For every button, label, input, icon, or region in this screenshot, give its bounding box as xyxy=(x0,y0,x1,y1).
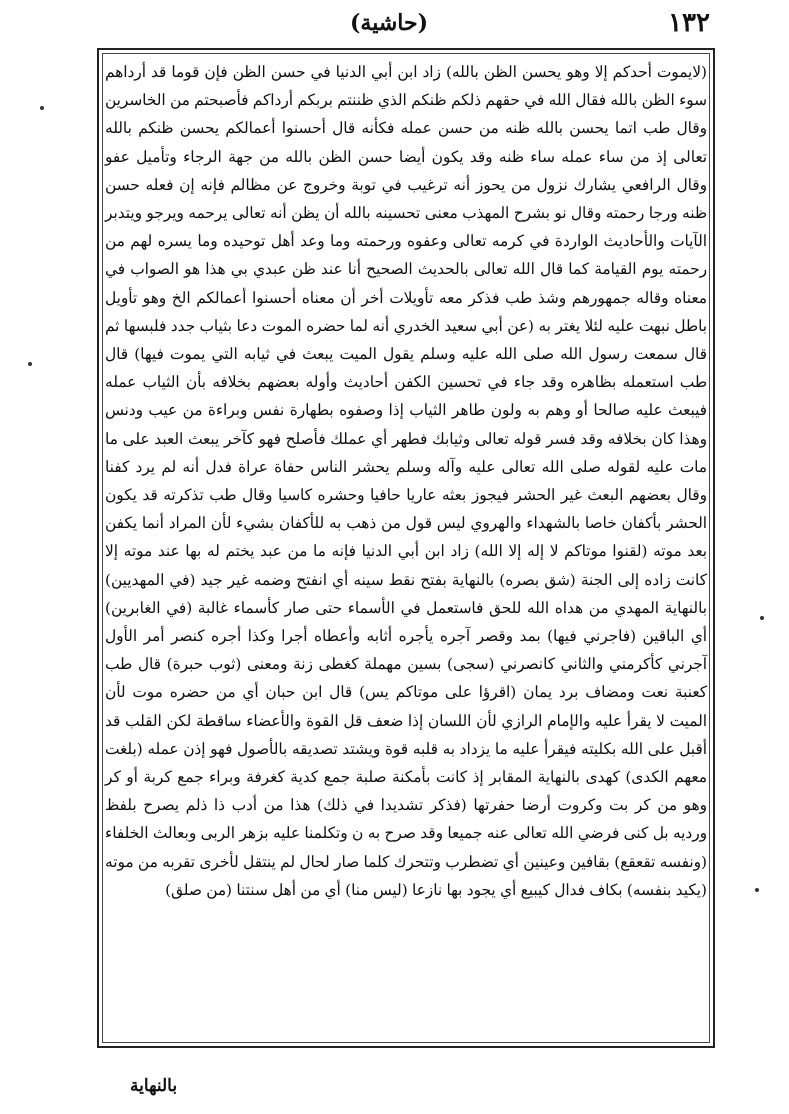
catchword: بالنهاية xyxy=(130,1076,178,1096)
running-head: (حاشية) xyxy=(350,10,428,36)
margin-dot xyxy=(760,616,764,620)
body-text: (لايموت أحدكم إلا وهو يحسن الظن بالله) زاد ابن أبي الدنيا في حسن الظن فإن قوما قد أرداهم سوء الظن بالله فقال الله في حقهم ذلكم ظنكم الذي ظننتم بربكم أرداكم فأصبحتم من الخاسرين وقال طب اتما يحسن بالله ظنه من حسن عمله فكأنه قال أحسنوا أعمالكم يحسن ظنكم بالله تعالى إذ من ساء عمله ساء ظنه وقد يكون أيضا حسن الظن بالله من جهة الرجاء وتأميل عفو وقال الرافعي يشارك نزول من يحوز أنه ترغيب في توبة وخروج عن مظالم فإنه إن فعله حسن ظنه ورجا رحمته وقال نو بشرح المهذب معنى تحسينه بالله أن يظن أنه تعالى يرحمه ويرجو ويتدبر الآيات والأحاديث الواردة في كرمه تعالى وعفوه ورحمته وما وعد أهل توحيده وما يسره لهم من رحمته يوم القيامة كما قال الله تعالى بالحديث الصحيح أنا عند ظن عبدي بي هذا هو الصواب في معناه وقاله جمهورهم وشذ طب فذكر معه تأويلات أخر أن معناه أحسنوا أعمالكم الخ وهو تأويل باطل نبهت عليه لئلا يغتر به (عن أبي سعيد الخدري أنه لما حضره الموت دعا بثياب جدد فلبسها ثم قال سمعت رسول الله صلى الله عليه وسلم يقول الميت يبعث في ثيابه التي يموت فيها) قال طب استعمله بظاهره وقد جاء في تحسين الكفن أحاديث وأوله بعضهم بخلافه بأن الثياب عمله فيبعث عليه صالحا أو وهم به ولون طاهر الثياب إذا وصفوه بطهارة نفس وبراءة من عيب ودنس وهذا كان بخلافه وقد فسر قوله تعالى وثيابك فطهر أي عملك فأصلح فهو كآخر يبعث العبد على ما مات عليه لقوله صلى الله تعالى عليه وآله وسلم يحشر الناس حفاة عراة فدل أنه لم يرد كفنا وقال بعضهم البعث غير الحشر فيجوز بعثه عاريا حافيا وحشره كاسيا وقال طب تذكرته قد يكون الحشر بأكفان خاصا بالشهداء والهروي ليس قول من ذهب به للأكفان بشيء لأن المراد أنما يكفن بعد موته (لقنوا موتاكم لا إله إلا الله) زاد ابن أبي الدنيا فإنه ما من عبد يختم له بها عند موته إلا كانت زاده إلى الجنة (شق بصره) بالنهاية بفتح نقط سينه أي انفتح وضمه غير جيد (في المهديين) بالنهاية المهدي من هداه الله للحق فاستعمل في الأسماء حتى صار كأسماء غالبة (في الغابرين) أي الباقين (فاجرني فيها) بمد وقصر آجره يأجره أثابه وأعطاه أجرا وكذا أجره كنصر أمر الأول آجرني كأكرمني والثاني كانصرني (سجى) بسين مهملة كغطى زنة ومعنى (ثوب حبرة) قال طب كعنبة نعت ومضاف برد يمان (اقرؤا على موتاكم يس) قال ابن حبان أي من حضره موت لأن الميت لا يقرأ عليه والإمام الرازي لأن اللسان إذا ضعف قل القوة والأعضاء ساقطة لكن القلب قد أقبل على الله بكليته فيقرأ عليه ما يزداد به قلبه قوة ويشتد تصديقه بالأصول فهو إذن عمله (بلغت معهم الكدى) كهدى بالنهاية المقابر إذ كانت بأمكنة صلبة جمع كدية كغرفة وبراء جمع كربة أو كر وهو من كر بت وكروت أرضا حفرتها (فذكر تشديدا في ذلك) هذا من أدب ذا ذلم يصرح بلفظ ورديه بل كنى فرضي الله تعالى عنه جميعا وقد صرح به ن وتكلمنا عليه بزهر الربى وبعالث الخلفاء (ونفسه تقعقع) بقافين وعينين أي تضطرب وتتحرك كلما صار لحال لم ينتقل لأخرى تقربه من موته (يكيد بنفسه) بكاف فدال كيبيع أي يجود بها نازعا (ليس منا) أي من أهل سنتنا (من صلق) xyxy=(105,63,707,899)
margin-dot xyxy=(28,362,32,366)
page-number: ١٣٢ xyxy=(668,8,710,38)
margin-dot xyxy=(755,888,759,892)
margin-dot xyxy=(40,106,44,110)
page-header xyxy=(90,8,710,44)
text-frame xyxy=(97,48,715,1048)
